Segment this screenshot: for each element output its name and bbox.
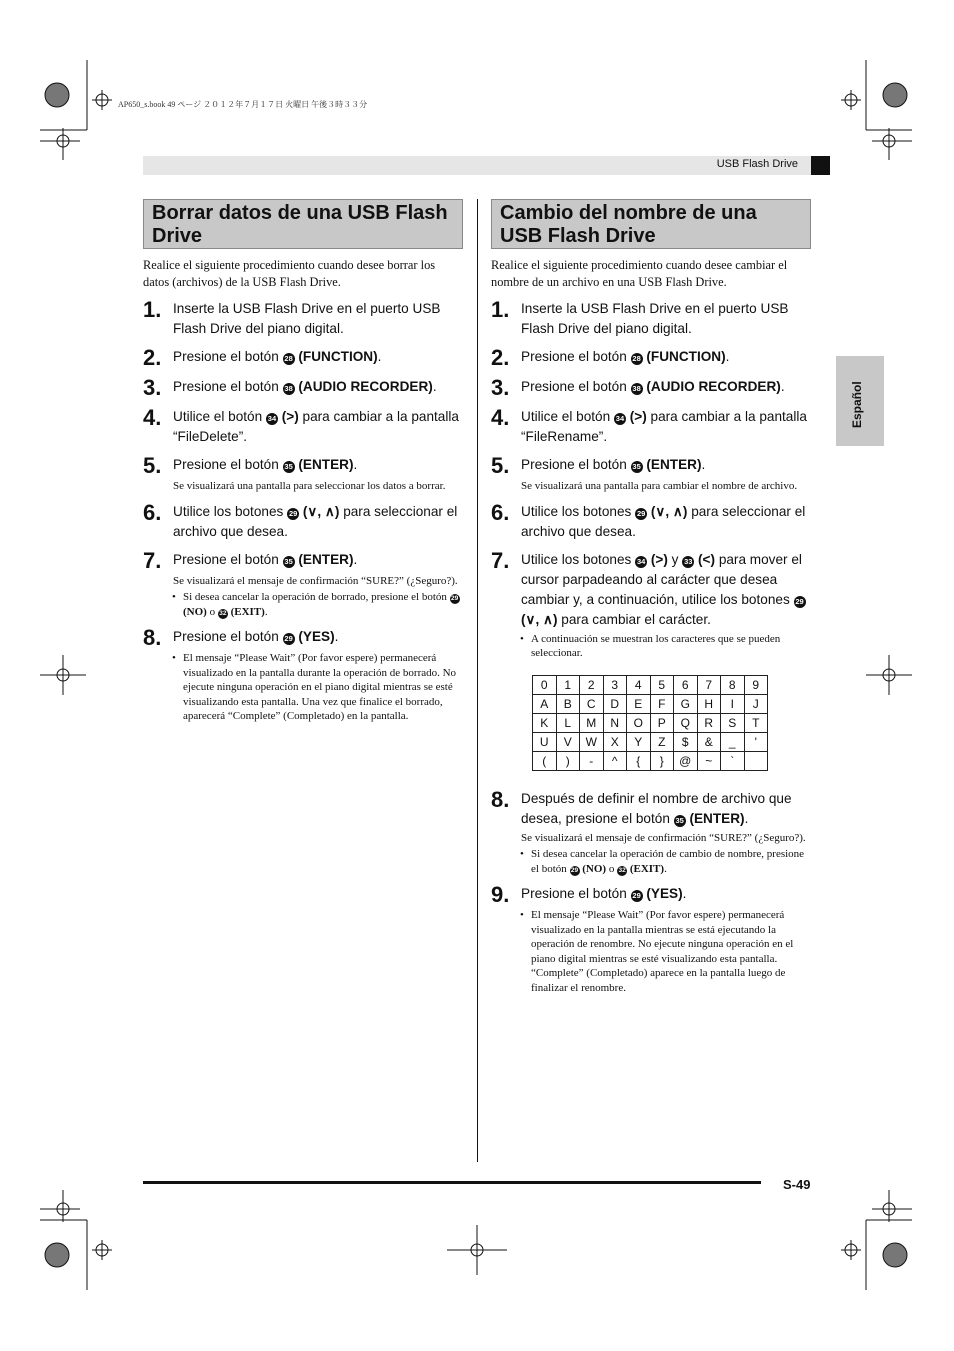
step-number: 3. [143, 375, 162, 400]
button-label: (ENTER) [646, 457, 702, 472]
step-note: Se visualizará una pantalla para cambiar el nombre de archivo. [521, 480, 798, 492]
character-cell: Y [627, 732, 651, 751]
step-note: Se visualizará una pantalla para seleccionar los datos a borrar. [173, 480, 446, 492]
character-cell: ' [744, 732, 768, 751]
button-label: (FUNCTION) [298, 349, 378, 364]
step-text [521, 377, 811, 399]
button-number-icon: 29 [632, 891, 641, 900]
step-text-part: para cambiar a la pantalla “FileDelete”. [173, 409, 459, 444]
step-number: 6. [143, 499, 162, 525]
step-number: 8. [491, 786, 510, 812]
bullet-text: . [664, 862, 667, 875]
step-6 [143, 499, 463, 542]
step-8 [491, 786, 811, 829]
step-text-part: Presione el botón [173, 349, 279, 364]
button-label: (<) [698, 551, 716, 567]
step-text-part: . [353, 551, 358, 567]
character-cell: { [627, 751, 651, 770]
step-text [173, 502, 463, 542]
step-text-part: Utilice los botones [521, 551, 632, 567]
section-title: Borrar datos de una USB Flash Drive [143, 199, 463, 249]
step-number: 4. [491, 405, 510, 430]
character-table-row [533, 675, 768, 694]
character-cell: I [721, 694, 745, 713]
button-number-icon: 38 [284, 384, 293, 393]
step-text-part: para cambiar el carácter. [561, 611, 711, 627]
character-cell: 2 [580, 675, 604, 694]
character-cell: S [721, 713, 745, 732]
step-text-part: y [671, 551, 679, 567]
character-cell: & [697, 732, 721, 751]
step-2 [143, 347, 463, 369]
character-cell: 3 [603, 675, 627, 694]
bullet-text: o [209, 605, 216, 618]
button-number-icon: 29 [636, 508, 646, 518]
step-8 [143, 627, 463, 649]
character-cell: 8 [721, 675, 745, 694]
button-label: (ENTER) [298, 551, 354, 567]
step-number: 5. [143, 453, 162, 478]
character-cell: F [650, 694, 674, 713]
character-cell: 4 [627, 675, 651, 694]
button-label: (AUDIO RECORDER) [646, 379, 781, 394]
button-number-icon: 32 [618, 866, 626, 874]
bullet-text: Si desea cancelar la operación de borrado, presione el botón [183, 591, 447, 603]
character-cell: ( [533, 751, 557, 770]
bullet-text: Si desea cancelar la operación de cambio de nombre, presione el botón [531, 848, 805, 875]
character-cell: 0 [533, 675, 557, 694]
step-text-part: Presione el botón [521, 379, 627, 394]
character-cell: 6 [674, 675, 698, 694]
character-cell: ~ [697, 751, 721, 770]
character-cell: V [556, 732, 580, 751]
character-cell: Z [650, 732, 674, 751]
step-bullet [531, 847, 811, 876]
character-cell: T [744, 713, 768, 732]
button-label: (∨, ∧) [302, 503, 340, 519]
character-cell: } [650, 751, 674, 770]
button-number-icon: 35 [284, 556, 293, 566]
step-text [521, 884, 811, 906]
bullet-text: o [608, 862, 615, 875]
header-marker [811, 156, 830, 175]
step-text [521, 550, 811, 630]
step-text-part: . [701, 457, 706, 472]
step-text [521, 407, 811, 447]
character-cell: O [627, 713, 651, 732]
step-bullet [183, 590, 463, 619]
column-divider [477, 199, 478, 1162]
file-tag: AP650_s.book 49 ページ ２０１２年７月１７日 火曜日 午後３時３３分 [118, 100, 368, 109]
button-label: (ENTER) [689, 810, 745, 826]
button-label: (AUDIO RECORDER) [298, 379, 433, 394]
character-cell: ) [556, 751, 580, 770]
character-table-row [533, 732, 768, 751]
step-6 [491, 499, 811, 542]
button-number-icon: 28 [632, 354, 641, 363]
step-number: 9. [491, 882, 510, 907]
step-text-part: . [682, 886, 687, 901]
button-number-icon: 29 [288, 508, 298, 518]
step-7 [143, 547, 463, 573]
step-text-part: Presione el botón [521, 886, 627, 901]
character-cell: N [603, 713, 627, 732]
character-table-row [533, 713, 768, 732]
language-tab [836, 356, 884, 446]
step-text-part: . [377, 349, 382, 364]
button-number-icon: 29 [570, 866, 579, 874]
step-5 [491, 455, 811, 477]
step-text [521, 347, 811, 369]
character-cell: D [603, 694, 627, 713]
button-number-icon: 29 [284, 634, 293, 643]
button-label: (EXIT) [230, 605, 265, 618]
step-text [173, 347, 463, 369]
button-number-icon: 32 [219, 609, 227, 617]
character-table [532, 675, 768, 771]
step-text: Inserte la USB Flash Drive en el puerto USB Flash Drive del piano digital. [521, 301, 789, 336]
step-text-part: para cambiar a la pantalla “FileRename”. [521, 409, 807, 444]
intro-text: Realice el siguiente procedimiento cuando desee borrar los datos (archivos) de la USB Flash Drive. [143, 258, 436, 289]
step-bullet: • El mensaje “Please Wait” (Por favor espere) permanecerá visualizado en la pantalla durante la operación de borrado. No ejecute ninguna operación en el piano digital mientras se esté visualizando esta pantalla. Una vez que finalice el borrado, aparecerá “Complete” (Completado) en la pantalla. [183, 651, 463, 724]
step-text-part: . [744, 810, 749, 826]
button-number-icon: 35 [675, 815, 684, 825]
character-cell: C [580, 694, 604, 713]
step-text-part: para seleccionar el archivo que desea. [521, 503, 806, 539]
step-text [173, 377, 463, 399]
step-text [521, 502, 811, 542]
button-label: (FUNCTION) [646, 349, 726, 364]
character-cell: ^ [603, 751, 627, 770]
step-note: Se visualizará el mensaje de confirmación “SURE?” (¿Seguro?). [173, 574, 458, 587]
step-9 [491, 884, 811, 906]
character-cell: Q [674, 713, 698, 732]
character-cell: K [533, 713, 557, 732]
button-number-icon: 35 [632, 462, 641, 471]
page-number: S-49 [783, 1177, 811, 1192]
step-number: 3. [491, 375, 510, 400]
step-text-part: Utilice los botones [521, 503, 632, 519]
step-text [521, 789, 811, 829]
character-cell: R [697, 713, 721, 732]
step-text-part: Presione el botón [173, 457, 279, 472]
running-header-title: USB Flash Drive [716, 158, 798, 170]
step-text [173, 550, 463, 572]
character-cell: 9 [744, 675, 768, 694]
step-4 [143, 407, 463, 447]
character-cell: ` [721, 751, 745, 770]
step-text-part: . [353, 457, 358, 472]
step-number: 1. [143, 297, 162, 322]
step-number: 7. [491, 547, 510, 573]
character-cell: U [533, 732, 557, 751]
step-number: 5. [491, 453, 510, 478]
button-number-icon: 34 [636, 556, 646, 566]
step-text: Inserte la USB Flash Drive en el puerto USB Flash Drive del piano digital. [173, 301, 441, 336]
character-cell: X [603, 732, 627, 751]
step-text-part: Utilice el botón [521, 409, 611, 424]
step-text-part: Presione el botón [521, 349, 627, 364]
character-cell: J [744, 694, 768, 713]
character-cell: $ [674, 732, 698, 751]
step-number: 2. [491, 345, 510, 370]
character-cell [744, 751, 768, 770]
step-text-part: Utilice los botones [173, 503, 284, 519]
button-number-icon: 34 [615, 414, 625, 423]
step-text [521, 455, 811, 477]
step-note: Se visualizará el mensaje de confirmación “SURE?” (¿Seguro?). [521, 831, 806, 844]
step-number: 2. [143, 345, 162, 370]
button-number-icon: 38 [632, 384, 641, 393]
button-label: (∨, ∧) [650, 503, 688, 519]
intro-text: Realice el siguiente procedimiento cuando desee cambiar el nombre de un archivo en una USB Flash Drive. [491, 258, 788, 289]
section-delete-data [143, 199, 463, 724]
character-cell: 7 [697, 675, 721, 694]
step-bullet: • El mensaje “Please Wait” (Por favor espere) permanecerá visualizado en la pantalla mientras se está ejecutando la operación de renombre. No ejecute ninguna operación en el piano digital mientras se esté visualizando esta pantalla. “Complete” (Completado) aparece en la pantalla luego de finalizar el renombre. [531, 908, 811, 995]
step-3 [143, 377, 463, 399]
section-rename-file [491, 199, 811, 995]
step-text-part: Presione el botón [173, 629, 279, 644]
step-number: 1. [491, 297, 510, 322]
character-cell: W [580, 732, 604, 751]
step-text [173, 627, 463, 649]
character-cell: B [556, 694, 580, 713]
step-7 [491, 547, 811, 630]
character-cell: @ [674, 751, 698, 770]
step-text [173, 455, 463, 477]
button-number-icon: 33 [684, 556, 693, 566]
step-1 [143, 299, 463, 339]
character-cell: 5 [650, 675, 674, 694]
character-table-row [533, 751, 768, 770]
button-label: (ENTER) [298, 457, 354, 472]
step-text-part: para mover el cursor parpadeando al carácter que desea cambiar y, a continuación, utilice los botones [521, 551, 802, 607]
character-cell: P [650, 713, 674, 732]
button-number-icon: 28 [284, 354, 293, 363]
step-text-part: Después de definir el nombre de archivo que desea, presione el botón [521, 790, 792, 826]
step-text-part: Presione el botón [173, 379, 279, 394]
character-cell: 1 [556, 675, 580, 694]
footer-rule [143, 1181, 761, 1184]
step-text-part: . [725, 349, 730, 364]
step-text-part: . [432, 379, 437, 394]
step-number: 6. [491, 499, 510, 525]
character-cell: H [697, 694, 721, 713]
button-label: (>) [650, 551, 668, 567]
button-number-icon: 35 [284, 462, 293, 471]
button-label: (YES) [646, 886, 683, 901]
button-label: (>) [629, 409, 647, 424]
step-5 [143, 455, 463, 477]
step-text-part: Presione el botón [173, 551, 279, 567]
button-number-icon: 34 [267, 414, 277, 423]
button-label: (>) [281, 409, 299, 424]
running-header [143, 156, 811, 175]
step-text-part: . [780, 379, 785, 394]
step-text-part: para seleccionar el archivo que desea. [173, 503, 458, 539]
character-cell: M [580, 713, 604, 732]
step-2 [491, 347, 811, 369]
button-number-icon: 29 [451, 595, 459, 602]
button-label: (NO) [183, 605, 207, 618]
character-table-row [533, 694, 768, 713]
step-text [173, 407, 463, 447]
step-1 [491, 299, 811, 339]
bullet-text: . [264, 605, 268, 618]
character-cell: A [533, 694, 557, 713]
character-cell: G [674, 694, 698, 713]
character-cell: _ [721, 732, 745, 751]
step-number: 7. [143, 547, 162, 573]
step-3 [491, 377, 811, 399]
button-label: (EXIT) [629, 862, 665, 875]
character-cell: - [580, 751, 604, 770]
step-text-part: . [334, 629, 339, 644]
step-bullet: • A continuación se muestran los caracteres que se pueden seleccionar. [531, 632, 811, 661]
button-number-icon: 29 [795, 596, 804, 606]
step-number: 8. [143, 625, 162, 650]
step-text-part: Utilice el botón [173, 409, 263, 424]
step-4 [491, 407, 811, 447]
language-tab-label: Español [850, 381, 864, 428]
step-text-part: Presione el botón [521, 457, 627, 472]
character-cell: L [556, 713, 580, 732]
section-title: Cambio del nombre de una USB Flash Drive [491, 199, 811, 249]
button-label: (∨, ∧) [521, 611, 558, 627]
button-label: (NO) [582, 862, 607, 875]
character-cell: E [627, 694, 651, 713]
button-label: (YES) [298, 629, 335, 644]
step-number: 4. [143, 405, 162, 430]
